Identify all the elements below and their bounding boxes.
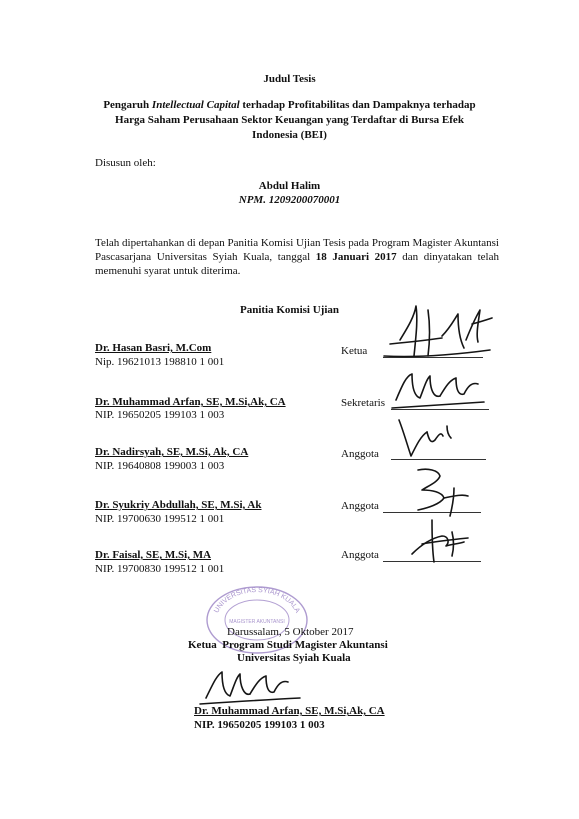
defense-date: 18 Januari 2017 bbox=[315, 251, 397, 263]
member-nip: NIP. 19700830 199512 1 001 bbox=[95, 563, 225, 575]
member-role: Anggota bbox=[341, 448, 379, 460]
member-name: Dr. Faisal, SE, M.Si, MA bbox=[95, 549, 212, 561]
thesis-title-line-3: Indonesia (BEI) bbox=[252, 129, 327, 141]
stamp-outer-text: UNIVERSITAS SYIAH KUALA bbox=[213, 586, 301, 615]
stamp-inner-text: MAGISTER AKUNTANSI bbox=[229, 619, 285, 625]
member-nip: Nip. 19621013 198810 1 001 bbox=[95, 356, 225, 368]
thesis-title bbox=[0, 98, 579, 143]
approval-position: Ketua Program Studi Magister Akuntansi bbox=[188, 639, 388, 651]
approval-institution: Universitas Syiah Kuala bbox=[237, 652, 351, 664]
defense-statement: Telah dipertahankan di depan Panitia Komisi Ujian Tesis pada Program Magister Akuntansi Pascasarjana Universitas Syiah Kuala, tanggal 18 Januari 2017 dan dinyatakan telah memenuhi syarat untuk diterima. bbox=[95, 237, 499, 277]
approval-nip: NIP. 19650205 199103 1 003 bbox=[194, 719, 325, 731]
signature-anggota-1 bbox=[395, 414, 465, 464]
member-name: Dr. Hasan Basri, M.Com bbox=[95, 342, 212, 354]
member-role: Anggota bbox=[341, 500, 379, 512]
member-nip: NIP. 19650205 199103 1 003 bbox=[95, 409, 225, 421]
author-name: Abdul Halim bbox=[258, 180, 321, 192]
thesis-title-line-2: Harga Saham Perusahaan Sektor Keuangan yang Terdaftar di Bursa Efek bbox=[115, 114, 464, 126]
member-nip: NIP. 19700630 199512 1 001 bbox=[95, 513, 225, 525]
member-name: Dr. Muhammad Arfan, SE, M.Si,Ak, CA bbox=[95, 396, 286, 408]
author-npm: NPM. 1209200070001 bbox=[238, 194, 341, 206]
signature-anggota-2 bbox=[398, 466, 478, 521]
signature-kaprodi bbox=[196, 662, 306, 710]
signature-sekretaris bbox=[390, 366, 490, 416]
member-nip: NIP. 19640808 199003 1 003 bbox=[95, 460, 225, 472]
signature-anggota-3 bbox=[392, 514, 482, 569]
member-name: Dr. Syukriy Abdullah, SE, M.Si, Ak bbox=[95, 499, 262, 511]
member-role: Anggota bbox=[341, 549, 379, 561]
thesis-title-italic: Intellectual Capital bbox=[151, 99, 240, 111]
member-role: Sekretaris bbox=[341, 397, 385, 409]
section-label: Judul Tesis bbox=[263, 73, 316, 85]
signature-ketua bbox=[380, 300, 500, 370]
member-name: Dr. Nadirsyah, SE, M.Si, Ak, CA bbox=[95, 446, 249, 458]
member-role: Ketua bbox=[341, 345, 368, 357]
prepared-by-label: Disusun oleh: bbox=[95, 157, 156, 169]
thesis-title-line-1: Pengaruh Intellectual Capital terhadap Profitabilitas dan Dampaknya terhadap bbox=[103, 99, 476, 111]
place-date: Darussalam, 5 Oktober 2017 bbox=[227, 626, 354, 638]
approval-name: Dr. Muhammad Arfan, SE, M.Si,Ak, CA bbox=[194, 705, 385, 717]
committee-heading: Panitia Komisi Ujian bbox=[239, 304, 339, 316]
